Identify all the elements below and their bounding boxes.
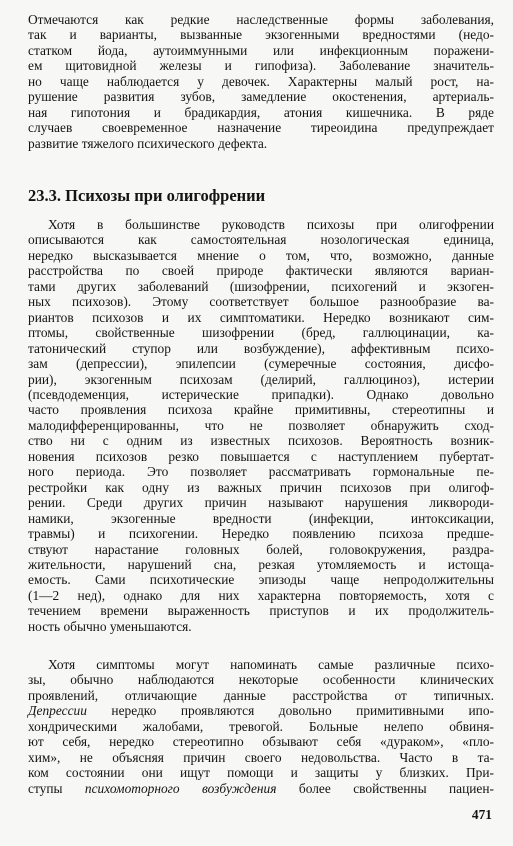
text-line: нередко высказывается мнение о том, что, возможно, данные: [28, 247, 494, 263]
text-line: описываются как самостоятельная нозологическая единица,: [28, 232, 494, 248]
text-line: зам (депрессии), эпилепсии (сумеречные состояния, дисфо-: [28, 356, 494, 372]
italic-term-depression: Депрессии: [28, 703, 87, 719]
text-line: рении. Среди других причин называют нарушения ликвороди-: [28, 495, 494, 511]
text-line: (псевдодеменция, истерические припадки). Однако довольно: [28, 386, 494, 402]
text-line: но чаще наблюдается у девочек. Характерны малый рост, на-: [28, 73, 494, 89]
text-line: развитие тяжелого психического дефекта.: [28, 135, 268, 151]
text-line: хим», не объясняя причин своего недовольства. Часто в та-: [28, 749, 494, 765]
paragraph-clinical-features: [28, 657, 494, 796]
text-line: часто проявления психоза крайне примитивны, стереотипны и: [28, 402, 494, 418]
text-line: намики, экзогенные вредности (инфекции, интоксикации,: [28, 510, 494, 526]
text-line: [28, 703, 494, 718]
text-line: тами других заболеваний (шизофрении, психогений и экзоген-: [28, 278, 494, 294]
text-fragment: нередко проявляются довольно примитивными ипо-: [86, 703, 494, 719]
text-line: новения психозов резко повышается с наступлением пубертат-: [28, 448, 494, 464]
text-line: [28, 781, 494, 796]
intro-paragraph: [28, 12, 494, 151]
text-line: ем щитовидной железы и гипофиза). Заболевание значитель-: [28, 58, 494, 74]
text-line: рестройки как одну из важных причин психозов при олигоф-: [28, 479, 494, 495]
text-line: травмы) и психогении. Нередко появлению психоза предше-: [28, 526, 494, 542]
text-line: ком состоянии они ищут помощи и защиты у близких. При-: [28, 765, 494, 781]
text-line: ство ни с одним из известных психозов. Вероятность возник-: [28, 433, 494, 449]
page-number: 471: [471, 807, 492, 822]
text-line: ность обычно уменьшаются.: [28, 618, 192, 634]
text-line: Хотя симптомы могут напоминать самые различные психо-: [48, 657, 494, 672]
text-line: ствуют нарастание головных болей, головокружения, раздра-: [28, 541, 494, 557]
text-line: расстройства по своей природе фактически являются вариан-: [28, 263, 494, 279]
text-line: ная гипотония и брадикардия, атония кишечника. В ряде: [28, 104, 494, 120]
italic-term-psychomotor-agitation: психомоторного возбуждения: [84, 780, 277, 796]
text-line: хондрическими жалобами, тревогой. Больные нелепо обвиня-: [28, 718, 494, 734]
text-line: ных психозов). Этому соответствует большое разнообразие ва-: [28, 294, 494, 310]
text-line: течением времени выраженность приступов и их продолжитель-: [28, 603, 494, 619]
section-heading: 23.3. Психозы при олигофрении: [28, 186, 266, 205]
text-line: татонический ступор или возбуждение), аффективным психо-: [28, 340, 494, 356]
text-line: жительности, нарушений сна, резкая утомляемость и истоща-: [28, 556, 494, 572]
text-line: проявлений, отличающие данные расстройства от типичных.: [28, 687, 494, 703]
text-fragment: более свойственны пациен-: [276, 780, 494, 796]
text-line: зы, обычно наблюдаются некоторые особенности клинических: [28, 672, 494, 688]
text-line: малодифференцированны, что не позволяет обнаружить сход-: [28, 417, 494, 433]
text-line: рушение развития зубов, замедление окостенения, артериаль-: [28, 89, 494, 105]
text-line: статком йода, аутоиммунными или инфекционным поражени-: [28, 42, 494, 58]
text-line: Отмечаются как редкие наследственные формы заболевания,: [28, 12, 494, 27]
text-line: ют себя, нередко стереотипно обзывают себя «дураком», «пло-: [28, 734, 494, 750]
text-line: птомы, свойственные шизофрении (бред, галлюцинации, ка-: [28, 325, 494, 341]
text-fragment: ступы: [28, 780, 85, 796]
text-line: так и варианты, вызванные экзогенными вредностями (недо-: [28, 27, 494, 43]
text-line: (1—2 нед), однако для них характерна повторяемость, хотя с: [28, 587, 494, 603]
text-line: емость. Сами психотические эпизоды чаще непродолжительны: [28, 572, 494, 588]
text-line: ного периода. Это позволяет рассматривать гормональные пе-: [28, 464, 494, 480]
text-line: Хотя в большинстве руководств психозы при олигофрении: [48, 217, 494, 232]
text-line: риантов психозов и их симптоматики. Нередко возникают сим-: [28, 309, 494, 325]
text-line: рии), экзогенным психозам (делирий, галлюциноз), истерии: [28, 371, 494, 387]
paragraph-psychoses: [28, 217, 494, 634]
text-line: случаев своевременное назначение тиреоидина предупреждает: [28, 120, 494, 136]
